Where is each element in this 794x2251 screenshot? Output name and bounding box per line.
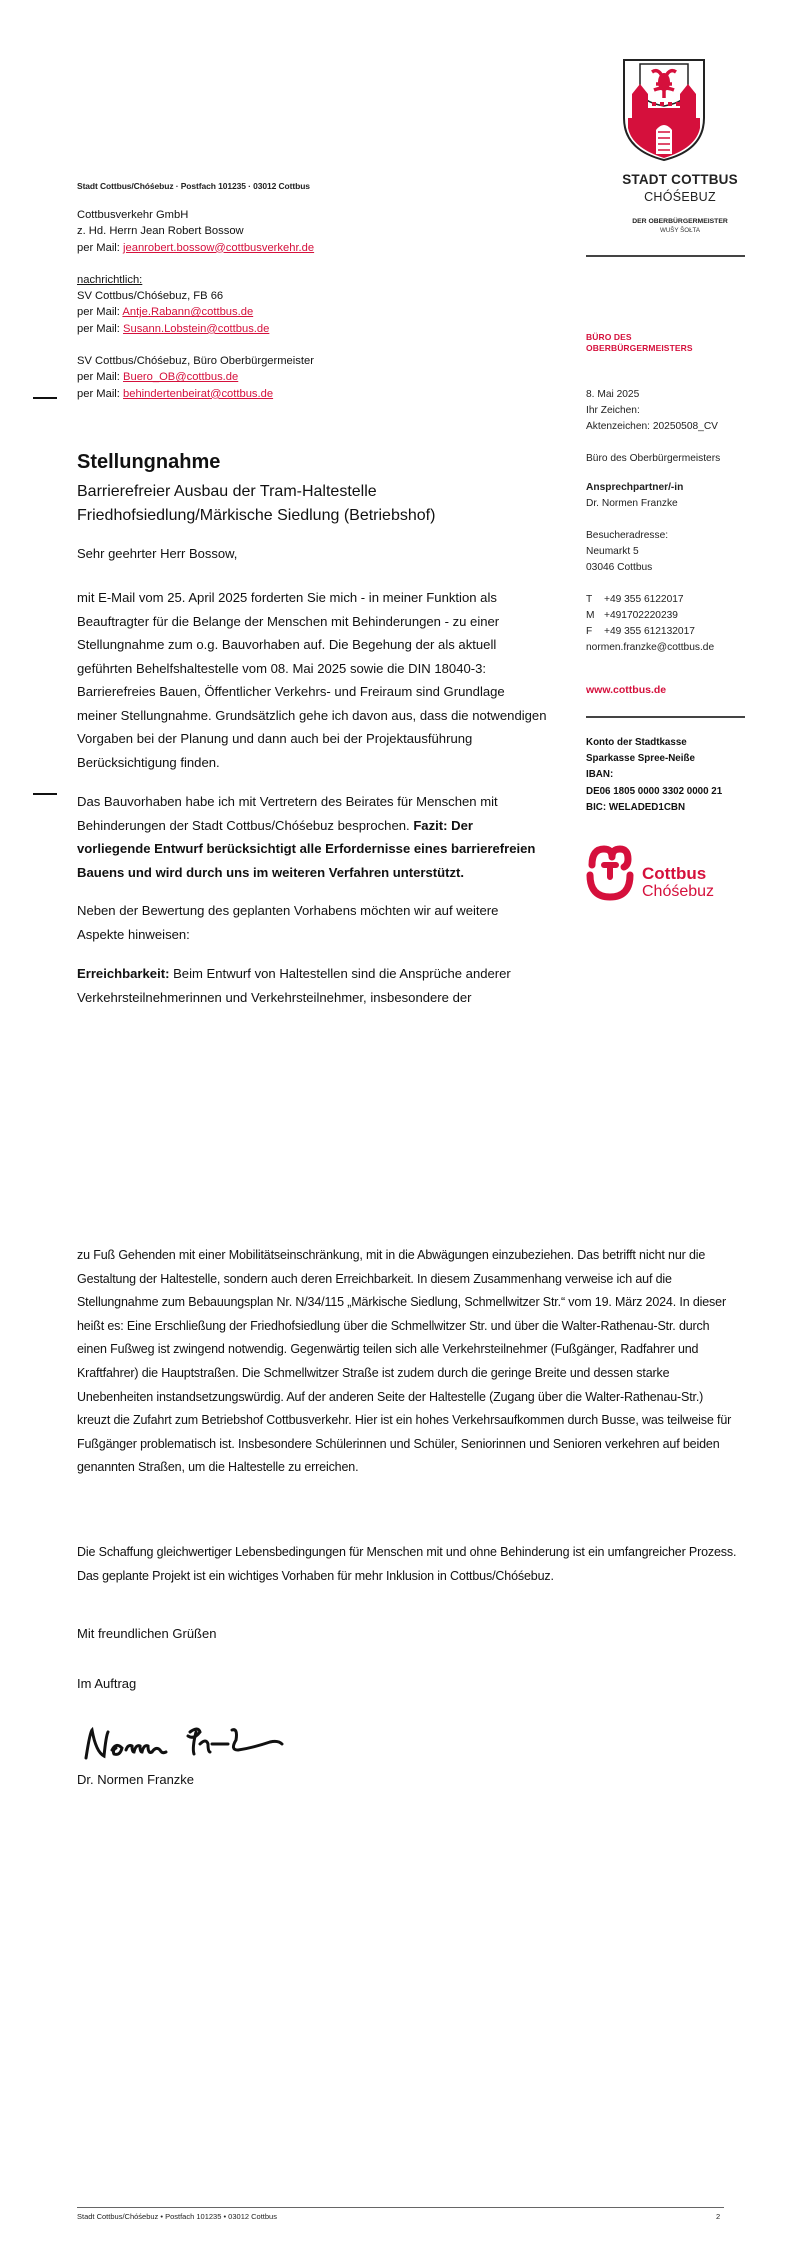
cc-email-link[interactable]: Antje.Rabann@cottbus.de [122,306,254,319]
phone-line [586,592,714,608]
cc-email-link[interactable]: behindertenbeirat@cottbus.de [123,387,274,400]
contact-name: Dr. Normen Franzke [586,498,678,509]
bic-value: BIC: WELADED1CBN [586,801,686,813]
website-link[interactable]: www.cottbus.de [586,684,667,696]
conclusion-text: Fazit: Der vorliegende Entwurf berücksichtigt alle Erfordernisse eines barrierefreien Bauens und wird durch uns im weiteren Verfahren unterstützt. [77,817,536,880]
subtitle-line-1: Barrierefreier Ausbau der Tram-Haltestelle [77,483,377,500]
paragraph-2-text: Das Bauvorhaben habe ich mit Vertretern des Beirates für Menschen mit Behinderungen der Stadt Cottbus/Chóśebuz besprochen. [77,794,498,833]
visitor-street: Neumarkt 5 [586,546,639,557]
cc-mail-line [77,386,314,402]
cc-group-name: SV Cottbus/Chóśebuz, Büro Oberbürgermeister [77,355,314,368]
logo-subtitle: CHÓŚEBUZ [644,190,716,204]
sender-return-address: Stadt Cottbus/Chóśebuz · Postfach 101235 · 03012 Cottbus [77,181,310,191]
mail-prefix: per Mail: [77,306,123,319]
cc-label: nachrichtlich: [77,273,143,286]
sidebar-divider [586,716,745,718]
phone-label: T [586,594,593,605]
visitor-address-label: Besucheradresse: [586,530,669,541]
page-number: 2 [716,2212,721,2221]
contact-email: normen.franzke@cottbus.de [586,642,715,653]
mobile-line [586,608,714,624]
mobile-label: M [586,610,595,621]
logo-title: STADT COTTBUS [622,172,738,187]
footer-divider [77,2207,724,2208]
cc-email-link[interactable]: Susann.Lobstein@cottbus.de [123,322,270,335]
mail-prefix: per Mail: [77,322,124,335]
paragraph-6: Die Schaffung gleichwertiger Lebensbedingungen für Menschen mit und ohne Behinderung ist ein umfangreicher Prozess. Das geplante Projekt ist ein wichtiges Vorhaben für mehr Inklusion in Cottbus/Chóśebuz. [77,1545,737,1583]
sidebar-divider [586,255,745,257]
cc-mail-line [77,369,314,385]
footer-address: Stadt Cottbus/Chóśebuz • Postfach 101235 • 03012 Cottbus [77,2212,277,2221]
bank-name: Sparkasse Spree-Neiße [586,753,695,765]
visitor-city: 03046 Cottbus [586,562,653,573]
bank-details [586,735,722,816]
salutation: Sehr geehrter Herr Bossow, [77,546,238,561]
file-reference: Aktenzeichen: 20250508_CV [586,421,718,432]
logo-office: DER OBERBÜRGERMEISTER [632,218,728,225]
mail-prefix: per Mail: [77,371,124,384]
iban-label: IBAN: [586,769,614,781]
on-behalf: Im Auftrag [77,1676,137,1691]
closing: Mit freundlichen Grüßen [77,1626,217,1641]
paragraph-4 [77,962,547,1009]
cc-email-link[interactable]: Buero_OB@cottbus.de [123,371,239,384]
paragraph-2 [77,790,547,884]
bank-label: Konto der Stadtkasse [586,737,687,748]
recipient-attention: z. Hd. Herrn Jean Robert Bossow [77,225,244,238]
recipient-email-link[interactable]: jeanrobert.bossow@cottbusverkehr.de [123,241,315,254]
city-brand-icon [586,845,634,901]
mail-prefix: per Mail: [77,241,124,254]
accessibility-heading: Erreichbarkeit: [77,966,170,981]
letter-date: 8. Mai 2025 [586,389,640,400]
paragraph-1: mit E-Mail vom 25. April 2025 forderten Sie mich - in meiner Funktion als Beauftragter für die Belange der Menschen mit Behinderungen - zu einer Stellungnahme zum o.g. Bauvorhaben auf. Die Begehung der als aktuell geführten Behelfshaltestelle vom 08. Mai 2025 sowie die DIN 18040-3: Barrierefreies Bauen, Öffentlicher Verkehrs- und Freiraum sind Grundlage meiner Stellungnahme. Grundsätzlich gehe ich davon aus, dass die notwendigen Vorgaben bei der Planung und dann auch bei der Projektausführung Berücksichtigung finden. [77,590,547,770]
office-name: Büro des Oberbürgermeisters [586,453,721,464]
fax-number: +49 355 612132017 [604,626,695,637]
letter-meta [586,387,720,467]
fax-line [586,624,714,640]
paragraph-3: Neben der Bewertung des geplanten Vorhabens möchten wir auf weitere Aspekte hinweisen: [77,903,499,942]
department-line-2: OBERBÜRGERMEISTERS [586,342,693,353]
fax-label: F [586,626,593,637]
city-brand-logo [586,845,715,906]
signer-name: Dr. Normen Franzke [77,1772,195,1787]
cc-mail-line [77,321,314,337]
your-reference: Ihr Zeichen: [586,405,640,416]
letter-subtitle [77,480,547,527]
logo-office-sorbian: WUŠY ŠOŁTA [660,227,700,234]
contact-label: Ansprechpartner/-in [586,482,684,493]
cc-group-name: SV Cottbus/Chóśebuz, FB 66 [77,290,224,303]
fold-mark-middle [33,793,57,795]
iban-value: DE06 1805 0000 3302 0000 21 [586,785,723,797]
paragraph-5: zu Fuß Gehenden mit einer Mobilitätseinschränkung, mit in die Abwägungen einzubeziehen. Das betrifft nicht nur die Gestaltung der Haltestelle, sondern auch deren Erreichbarkeit. In diesem Zusammenhang verweise ich auf die Stellungnahme zum Bebauungsplan Nr. N/34/115 „Märkische Siedlung, Schmellwitzer Str.“ vom 19. März 2024. In dieser heißt es: Eine Erschließung der Friedhofsiedlung über die Schmellwitzer Str. und über die Walter-Rathenau-Str. durch einen Fußweg ist zwingend notwendig. Gegenwärtig teilen sich alle Verkehrsteilnehmer (Fußgänger, Radfahrer und Kraftfahrer) die Hauptstraßen. Die Schmellwitzer Straße ist zudem durch die geringe Breite und dessen starke Unebenheiten instandsetzungswürdig. Auf der anderen Seite der Haltestelle (Zugang über die Walter-Rathenau-Str.) kreuzt die Zufahrt zum Betriebshof Cottbusverkehr. Hier ist ein hohes Verkehrsaufkommen durch Busse, was teilweise für Fußgänger problematisch ist. Insbesondere Schülerinnen und Schüler, Seniorinnen und Senioren verkehren auf beiden genannten Straßen, um die Haltestelle zu erreichen. [77,1248,732,1475]
cc-mail-line [77,304,314,320]
paragraph-4-text: Beim Entwurf von Haltestellen sind die Ansprüche anderer Verkehrsteilnehmerinnen und Verkehrsteilnehmer, insbesondere der [77,966,511,1005]
recipient-company: Cottbusverkehr GmbH [77,209,189,221]
recipient-mail-line [77,240,314,256]
phone-number: +49 355 6122017 [604,594,684,605]
city-brand-name-sorbian: Chóśebuz [642,883,715,900]
address-block [77,207,314,402]
subtitle-line-2: Friedhofsiedlung/Märkische Siedlung (Betriebshof) [77,506,436,524]
department-heading [586,332,693,353]
mobile-number: +491702220239 [604,610,678,621]
fold-mark-top [33,397,57,399]
city-brand-name: Cottbus [642,864,707,883]
signature-image [82,1722,292,1766]
contact-block [586,480,714,656]
letter-title: Stellungnahme [77,451,221,473]
mail-prefix: per Mail: [77,387,124,400]
city-crest-icon [622,58,706,162]
department-line-1: BÜRO DES [586,332,632,342]
